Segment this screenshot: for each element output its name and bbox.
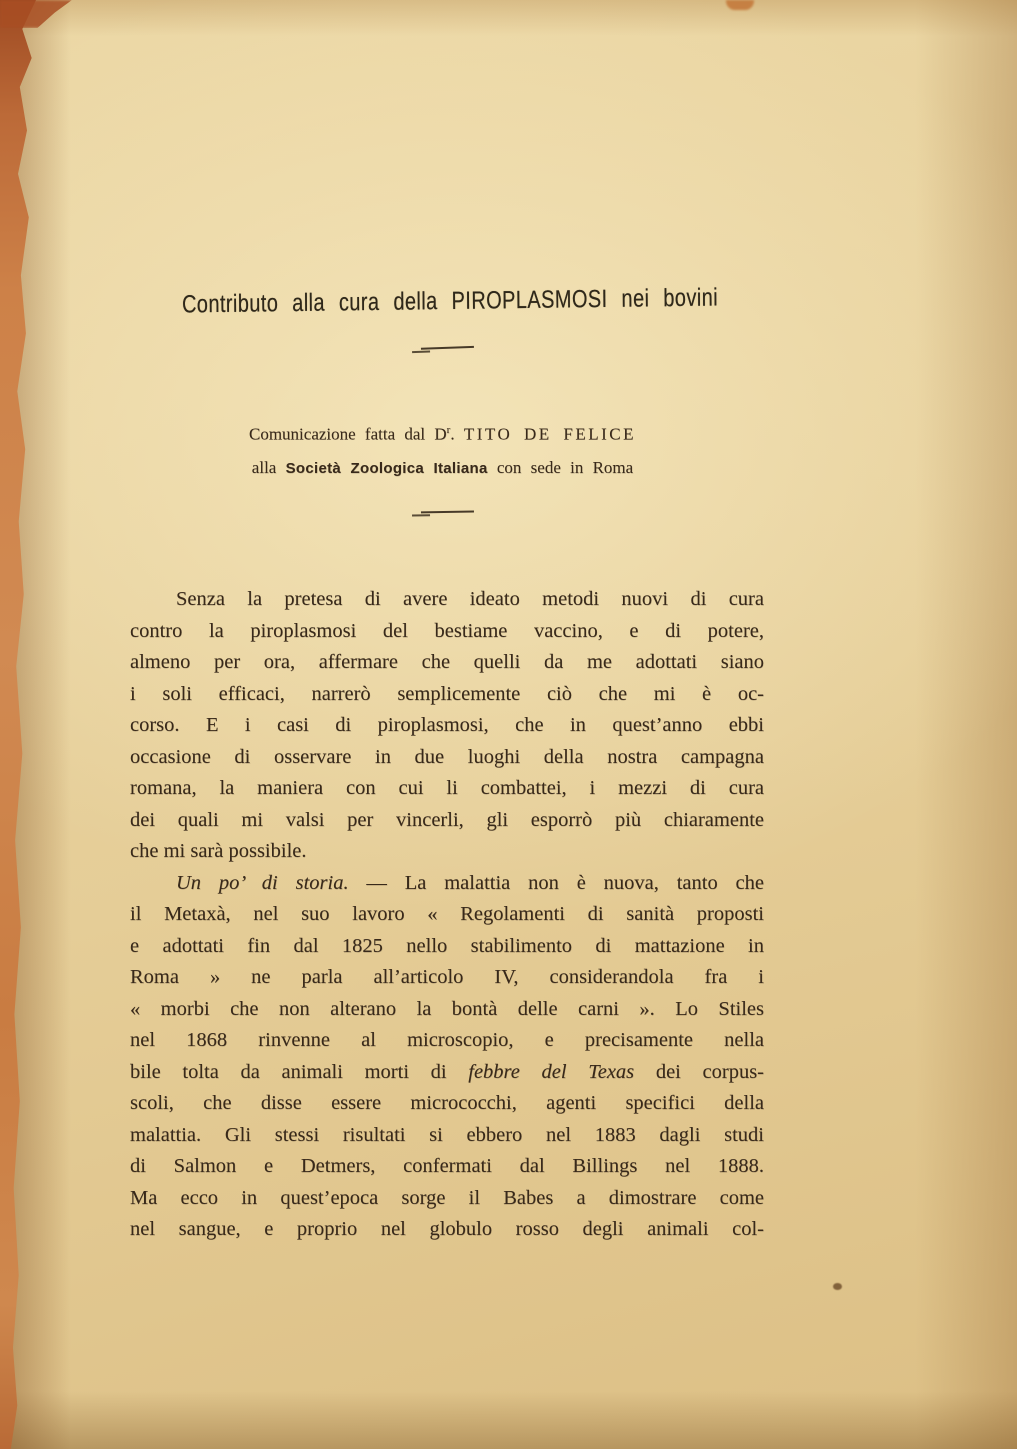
body-segment: i soli efficaci, narrerò semplicemente ciò che mi è oc- [130,682,764,705]
body-segment: Ma ecco in quest’epoca sorge il Babes a dimostrare come [130,1186,764,1209]
communication-line2-suffix: con sede in Roma [487,458,634,477]
body-line [130,1088,764,1120]
body-segment: dei corpus- [634,1060,764,1083]
body-line [130,1214,764,1246]
body-italic-segment: Un po’ di storia. [176,871,349,894]
communication-line2 [115,458,770,478]
body-text [130,584,764,1246]
body-segment: Roma » ne parla all’articolo IV, considerandola fra i [130,966,764,988]
body-line [130,962,764,994]
body-line [130,931,764,963]
body-line [130,616,764,648]
body-segment: Senza la pretesa di avere ideato metodi nuovi di cura [176,588,764,610]
body-line [130,994,764,1026]
body-line [130,1151,764,1183]
doctor-abbreviation-superscript: r [446,424,451,436]
body-line [130,1025,764,1057]
body-line [130,836,764,868]
page-title [115,280,770,317]
paper-speck [833,1283,842,1290]
body-segment: di Salmon e Detmers, confermati dal Billings nel 1888. [130,1155,764,1177]
communication-line1 [115,424,770,445]
communication-line1-prefix: Comunicazione fatta dal D [248,424,447,444]
body-line [130,805,764,837]
author-name: TITO DE FELICE [463,424,637,444]
body-line [130,679,764,711]
body-segment: occasione di osservare in due luoghi della nostra campagna [130,745,764,768]
body-line [130,868,764,900]
body-segment: romana, la maniera con cui li combattei, i mezzi di cura [130,777,764,799]
communication-line2-prefix: alla [251,458,286,477]
body-line [130,647,764,679]
body-segment: corso. E i casi di piroplasmosi, che in quest’anno ebbi [130,714,764,736]
body-segment: malattia. Gli stessi risultati si ebbero nel 1883 dagli studi [130,1123,764,1146]
ornament-rule-top [411,346,473,353]
body-line [130,1120,764,1152]
page-title-text: Contributo alla cura della PIROPLASMOSI nei bovini [181,283,719,319]
body-line [130,742,764,774]
body-segment: almeno per ora, affermare che quelli da me adottati siano [130,651,764,673]
society-name: Società Zoologica Italiana [285,460,488,477]
body-line [130,899,764,931]
body-line [130,584,764,616]
body-segment: e adottati fin dal 1825 nello stabilimento di mattazione in [130,934,764,957]
ornament-rule-bottom [411,510,473,516]
body-segment: dei quali mi valsi per vincerli, gli esporrò più chiaramente [130,808,764,831]
body-segment: scoli, che disse essere micrococchi, agenti specifici della [130,1092,764,1114]
body-segment: — La malattia non è nuova, tanto che [348,871,765,894]
body-segment: bile tolta da animali morti di [130,1060,469,1083]
body-segment: nel 1868 rinvenne al microscopio, e precisamente nella [130,1029,764,1051]
body-segment: contro la piroplasmosi del bestiame vaccino, e di potere, [130,619,764,642]
body-line [130,710,764,742]
body-line [130,1183,764,1215]
body-segment: nel sangue, e proprio nel globulo rosso degli animali col- [130,1218,764,1240]
page-content [115,0,770,1449]
body-italic-segment: febbre del Texas [468,1060,635,1083]
body-line [130,773,764,805]
body-segment: il Metaxà, nel suo lavoro « Regolamenti di sanità proposti [130,903,764,925]
body-segment: che mi sarà possibile. [130,840,307,862]
communication-line1-punct: . [450,424,464,444]
body-line [130,1057,764,1089]
body-segment: « morbi che non alterano la bontà delle carni ». Lo Stiles [130,997,764,1020]
